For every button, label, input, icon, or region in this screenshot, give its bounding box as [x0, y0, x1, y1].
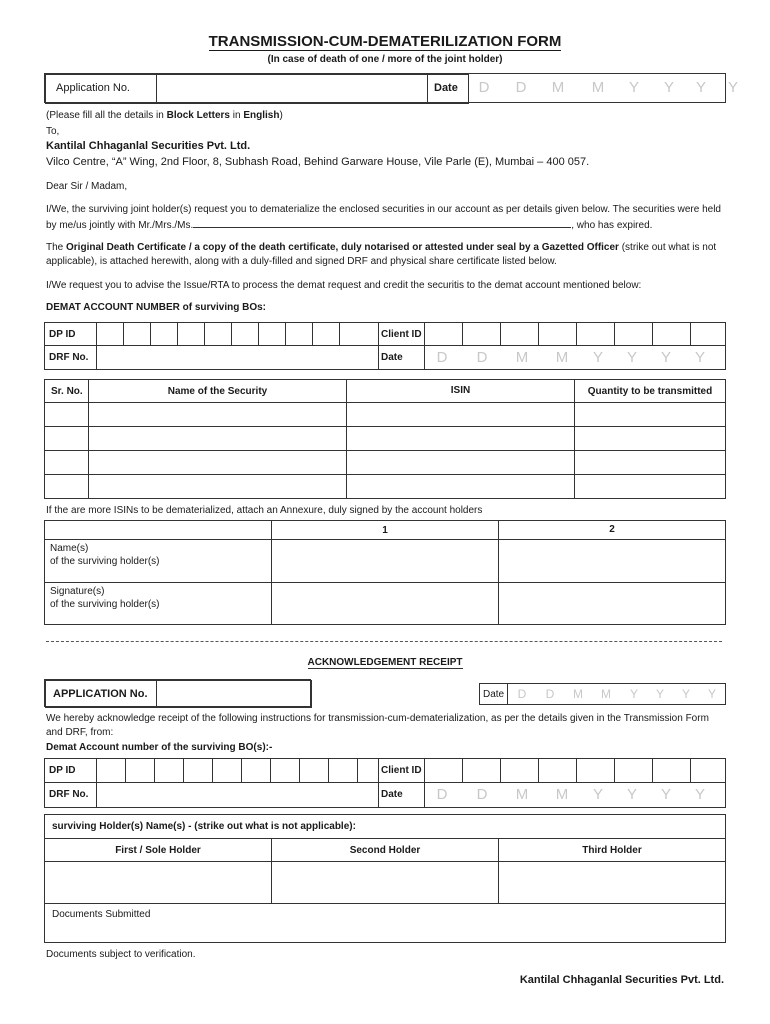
holder-2-name[interactable] — [498, 539, 726, 583]
date-char: Y — [660, 349, 671, 366]
date-char: Y — [592, 349, 603, 366]
date-char: M — [601, 687, 611, 701]
table-cell[interactable] — [44, 426, 89, 451]
dp-id-box[interactable] — [299, 758, 329, 783]
date-char: M — [573, 687, 583, 701]
address-line: Vilco Centre, “A” Wing, 2nd Floor, 8, Subhash Road, Behind Garware House, Vile Parle (E), Mumbai – 400 057. — [46, 156, 590, 168]
table-cell[interactable] — [88, 474, 347, 499]
holders-table — [44, 520, 726, 625]
date-char: Y — [694, 349, 705, 366]
date-boxes[interactable] — [468, 74, 738, 104]
date-label: Date — [427, 74, 469, 104]
holders-blank-header — [44, 520, 272, 540]
date-char: D — [436, 349, 448, 366]
drf-date-label: Date — [378, 345, 425, 370]
first-holder-header: First / Sole Holder — [44, 838, 272, 862]
table-cell[interactable] — [346, 474, 575, 499]
third-holder-header: Third Holder — [498, 838, 726, 862]
holder-2-signature[interactable] — [498, 582, 726, 625]
table-cell[interactable] — [346, 450, 575, 475]
drf-no-label: DRF No. — [44, 345, 97, 370]
demat-grid — [44, 322, 726, 370]
ack-demat-heading: Demat Account number of the surviving BO(s):- — [46, 742, 273, 753]
form-title: TRANSMISSION-CUM-DEMATERILIZATION FORM — [208, 33, 562, 50]
body-paragraph-2: The Original Death Certificate / a copy of the death certificate, duly notarised or attested under seal by a Gazetted Officer (strike out what is not applicable), is attached herewith, along with a duly-filled and signed DRF and physical share certificate listed below. — [46, 242, 717, 267]
col-isin: ISIN — [346, 379, 575, 403]
table-cell[interactable] — [574, 426, 726, 451]
dp-id-box[interactable] — [96, 758, 126, 783]
date-char: Y — [655, 687, 664, 701]
ack-drf-date-boxes[interactable] — [424, 782, 726, 808]
dp-id-label: DP ID — [44, 322, 97, 346]
dp-id-box[interactable] — [154, 758, 184, 783]
client-id-label: Client ID — [378, 322, 425, 346]
dp-id-box[interactable] — [270, 758, 300, 783]
date-char: Y — [727, 79, 738, 96]
date-char: D — [517, 687, 527, 701]
drf-date-boxes[interactable] — [424, 345, 726, 370]
ack-date-label: Date — [479, 683, 508, 705]
body-paragraph-1: I/We, the surviving joint holder(s) request you to dematerialize the enclosed securities in our account as per details given below. The securities were held by me/us jointly with Mr./Mrs./Ms. , who has expired. — [46, 204, 721, 231]
date-char: D — [476, 349, 488, 366]
verification-note: Documents subject to verification. — [46, 949, 196, 960]
ack-application-label: APPLICATION No. — [45, 680, 157, 708]
date-char: Y — [628, 79, 639, 96]
address-company: Kantilal Chhaganlal Securities Pvt. Ltd. — [46, 140, 251, 152]
dp-id-box[interactable] — [96, 322, 124, 346]
table-cell[interactable] — [44, 474, 89, 499]
client-id-box[interactable] — [576, 322, 615, 346]
second-holder-name[interactable] — [271, 861, 499, 904]
ack-holders-table — [44, 814, 726, 943]
table-cell[interactable] — [346, 426, 575, 451]
client-id-box[interactable] — [462, 758, 501, 783]
dp-id-box[interactable] — [357, 758, 379, 783]
client-id-box[interactable] — [690, 758, 726, 783]
address-to: To, — [46, 126, 60, 137]
col-quantity: Quantity to be transmitted — [574, 379, 726, 403]
table-cell[interactable] — [44, 450, 89, 475]
dp-id-box[interactable] — [212, 758, 242, 783]
col-security-name: Name of the Security — [88, 379, 347, 403]
date-char: M — [591, 79, 605, 96]
footer-company: Kantilal Chhaganlal Securities Pvt. Ltd. — [519, 974, 724, 986]
demat-heading: DEMAT ACCOUNT NUMBER of surviving BOs: — [46, 302, 266, 313]
date-char: Y — [626, 786, 637, 803]
ack-date-row — [479, 683, 726, 705]
dp-id-box[interactable] — [183, 758, 213, 783]
table-cell[interactable] — [574, 450, 726, 475]
date-char: M — [515, 786, 529, 803]
dp-id-box[interactable] — [231, 322, 259, 346]
date-char: Y — [626, 349, 637, 366]
dp-id-box[interactable] — [123, 322, 151, 346]
instructions: (Please fill all the details in Block Letters in English) — [46, 110, 283, 121]
dp-id-box[interactable] — [150, 322, 178, 346]
holder-col-2: 2 — [498, 520, 726, 540]
client-id-box[interactable] — [500, 758, 539, 783]
date-char: Y — [660, 786, 671, 803]
documents-submitted-label: Documents Submitted — [52, 909, 151, 920]
date-char: M — [515, 349, 529, 366]
table-cell[interactable] — [88, 450, 347, 475]
table-cell[interactable] — [88, 426, 347, 451]
client-id-box[interactable] — [424, 322, 463, 346]
table-cell[interactable] — [88, 402, 347, 427]
drf-no-input[interactable] — [96, 345, 379, 370]
client-id-box[interactable] — [690, 322, 726, 346]
date-char: M — [555, 786, 569, 803]
third-holder-name[interactable] — [498, 861, 726, 904]
client-id-box[interactable] — [538, 758, 577, 783]
table-cell[interactable] — [574, 402, 726, 427]
ack-client-id-label: Client ID — [378, 758, 425, 783]
ack-text: We hereby acknowledge receipt of the following instructions for transmission-cum-dematerialization, as per the details given in the Transmission Form and DRF, from: — [46, 713, 709, 738]
date-char: D — [545, 687, 555, 701]
dp-id-box[interactable] — [241, 758, 271, 783]
ack-application-row — [44, 679, 311, 707]
names-label — [44, 539, 272, 583]
date-char: D — [515, 79, 527, 96]
table-cell[interactable] — [574, 474, 726, 499]
dp-id-box[interactable] — [312, 322, 340, 346]
body-paragraph-3: I/We request you to advise the Issue/RTA to process the demat request and credit the securitis to the demat account mentioned below: — [46, 280, 642, 291]
second-holder-header: Second Holder — [271, 838, 499, 862]
application-no-label: Application No. — [45, 74, 157, 104]
date-char: Y — [629, 687, 638, 701]
names-label-line1: Name(s) — [50, 543, 89, 554]
date-char: Y — [592, 786, 603, 803]
date-char: Y — [694, 786, 705, 803]
date-char: D — [436, 786, 448, 803]
signatures-label — [44, 582, 272, 625]
client-id-box[interactable] — [652, 322, 691, 346]
table-cell[interactable] — [346, 402, 575, 427]
form-subtitle: (In case of death of one / more of the joint holder) — [267, 54, 503, 65]
ack-drf-no-input[interactable] — [96, 782, 379, 808]
client-id-box[interactable] — [500, 322, 539, 346]
deceased-name-line[interactable] — [193, 217, 571, 228]
ack-drf-date-label: Date — [378, 782, 425, 808]
table-cell[interactable] — [44, 402, 89, 427]
client-id-box[interactable] — [462, 322, 501, 346]
ack-date-boxes[interactable] — [507, 683, 726, 705]
client-id-box[interactable] — [424, 758, 463, 783]
client-id-box[interactable] — [614, 758, 653, 783]
dp-id-box[interactable] — [177, 322, 205, 346]
ack-application-input[interactable] — [156, 680, 312, 708]
first-holder-name[interactable] — [44, 861, 272, 904]
documents-submitted[interactable] — [44, 903, 726, 943]
client-id-box[interactable] — [576, 758, 615, 783]
ack-demat-grid — [44, 758, 726, 808]
date-char: Y — [695, 79, 706, 96]
cut-line — [46, 641, 722, 642]
date-char: D — [478, 79, 490, 96]
dp-id-box[interactable] — [258, 322, 286, 346]
names-label-line2: of the surviving holder(s) — [50, 556, 160, 567]
client-id-box[interactable] — [614, 322, 653, 346]
date-char: Y — [681, 687, 690, 701]
client-id-box[interactable] — [652, 758, 691, 783]
annexure-note: If the are more ISINs to be dematerialized, attach an Annexure, duly signed by the account holders — [46, 505, 483, 516]
application-no-input[interactable] — [156, 74, 428, 104]
date-char: Y — [663, 79, 674, 96]
date-char: Y — [707, 687, 716, 701]
date-char: M — [555, 349, 569, 366]
dp-id-box[interactable] — [339, 322, 379, 346]
dp-id-box[interactable] — [204, 322, 232, 346]
ack-dp-id-label: DP ID — [44, 758, 97, 783]
application-row — [44, 73, 738, 103]
holder-1-name[interactable] — [271, 539, 499, 583]
signatures-label-line2: of the surviving holder(s) — [50, 599, 160, 610]
dp-id-box[interactable] — [285, 322, 313, 346]
date-char: M — [551, 79, 565, 96]
col-sr-no: Sr. No. — [44, 379, 89, 403]
dp-id-box[interactable] — [125, 758, 155, 783]
ack-holders-heading: surviving Holder(s) Name(s) - (strike out what is not applicable): — [44, 814, 726, 839]
ack-drf-no-label: DRF No. — [44, 782, 97, 808]
holder-1-signature[interactable] — [271, 582, 499, 625]
ack-heading: ACKNOWLEDGEMENT RECEIPT — [307, 657, 463, 668]
signatures-label-line1: Signature(s) — [50, 586, 105, 597]
salutation: Dear Sir / Madam, — [46, 181, 128, 192]
dp-id-box[interactable] — [328, 758, 358, 783]
date-char: D — [476, 786, 488, 803]
holder-col-1: 1 — [271, 520, 499, 540]
client-id-box[interactable] — [538, 322, 577, 346]
securities-table — [44, 379, 726, 499]
